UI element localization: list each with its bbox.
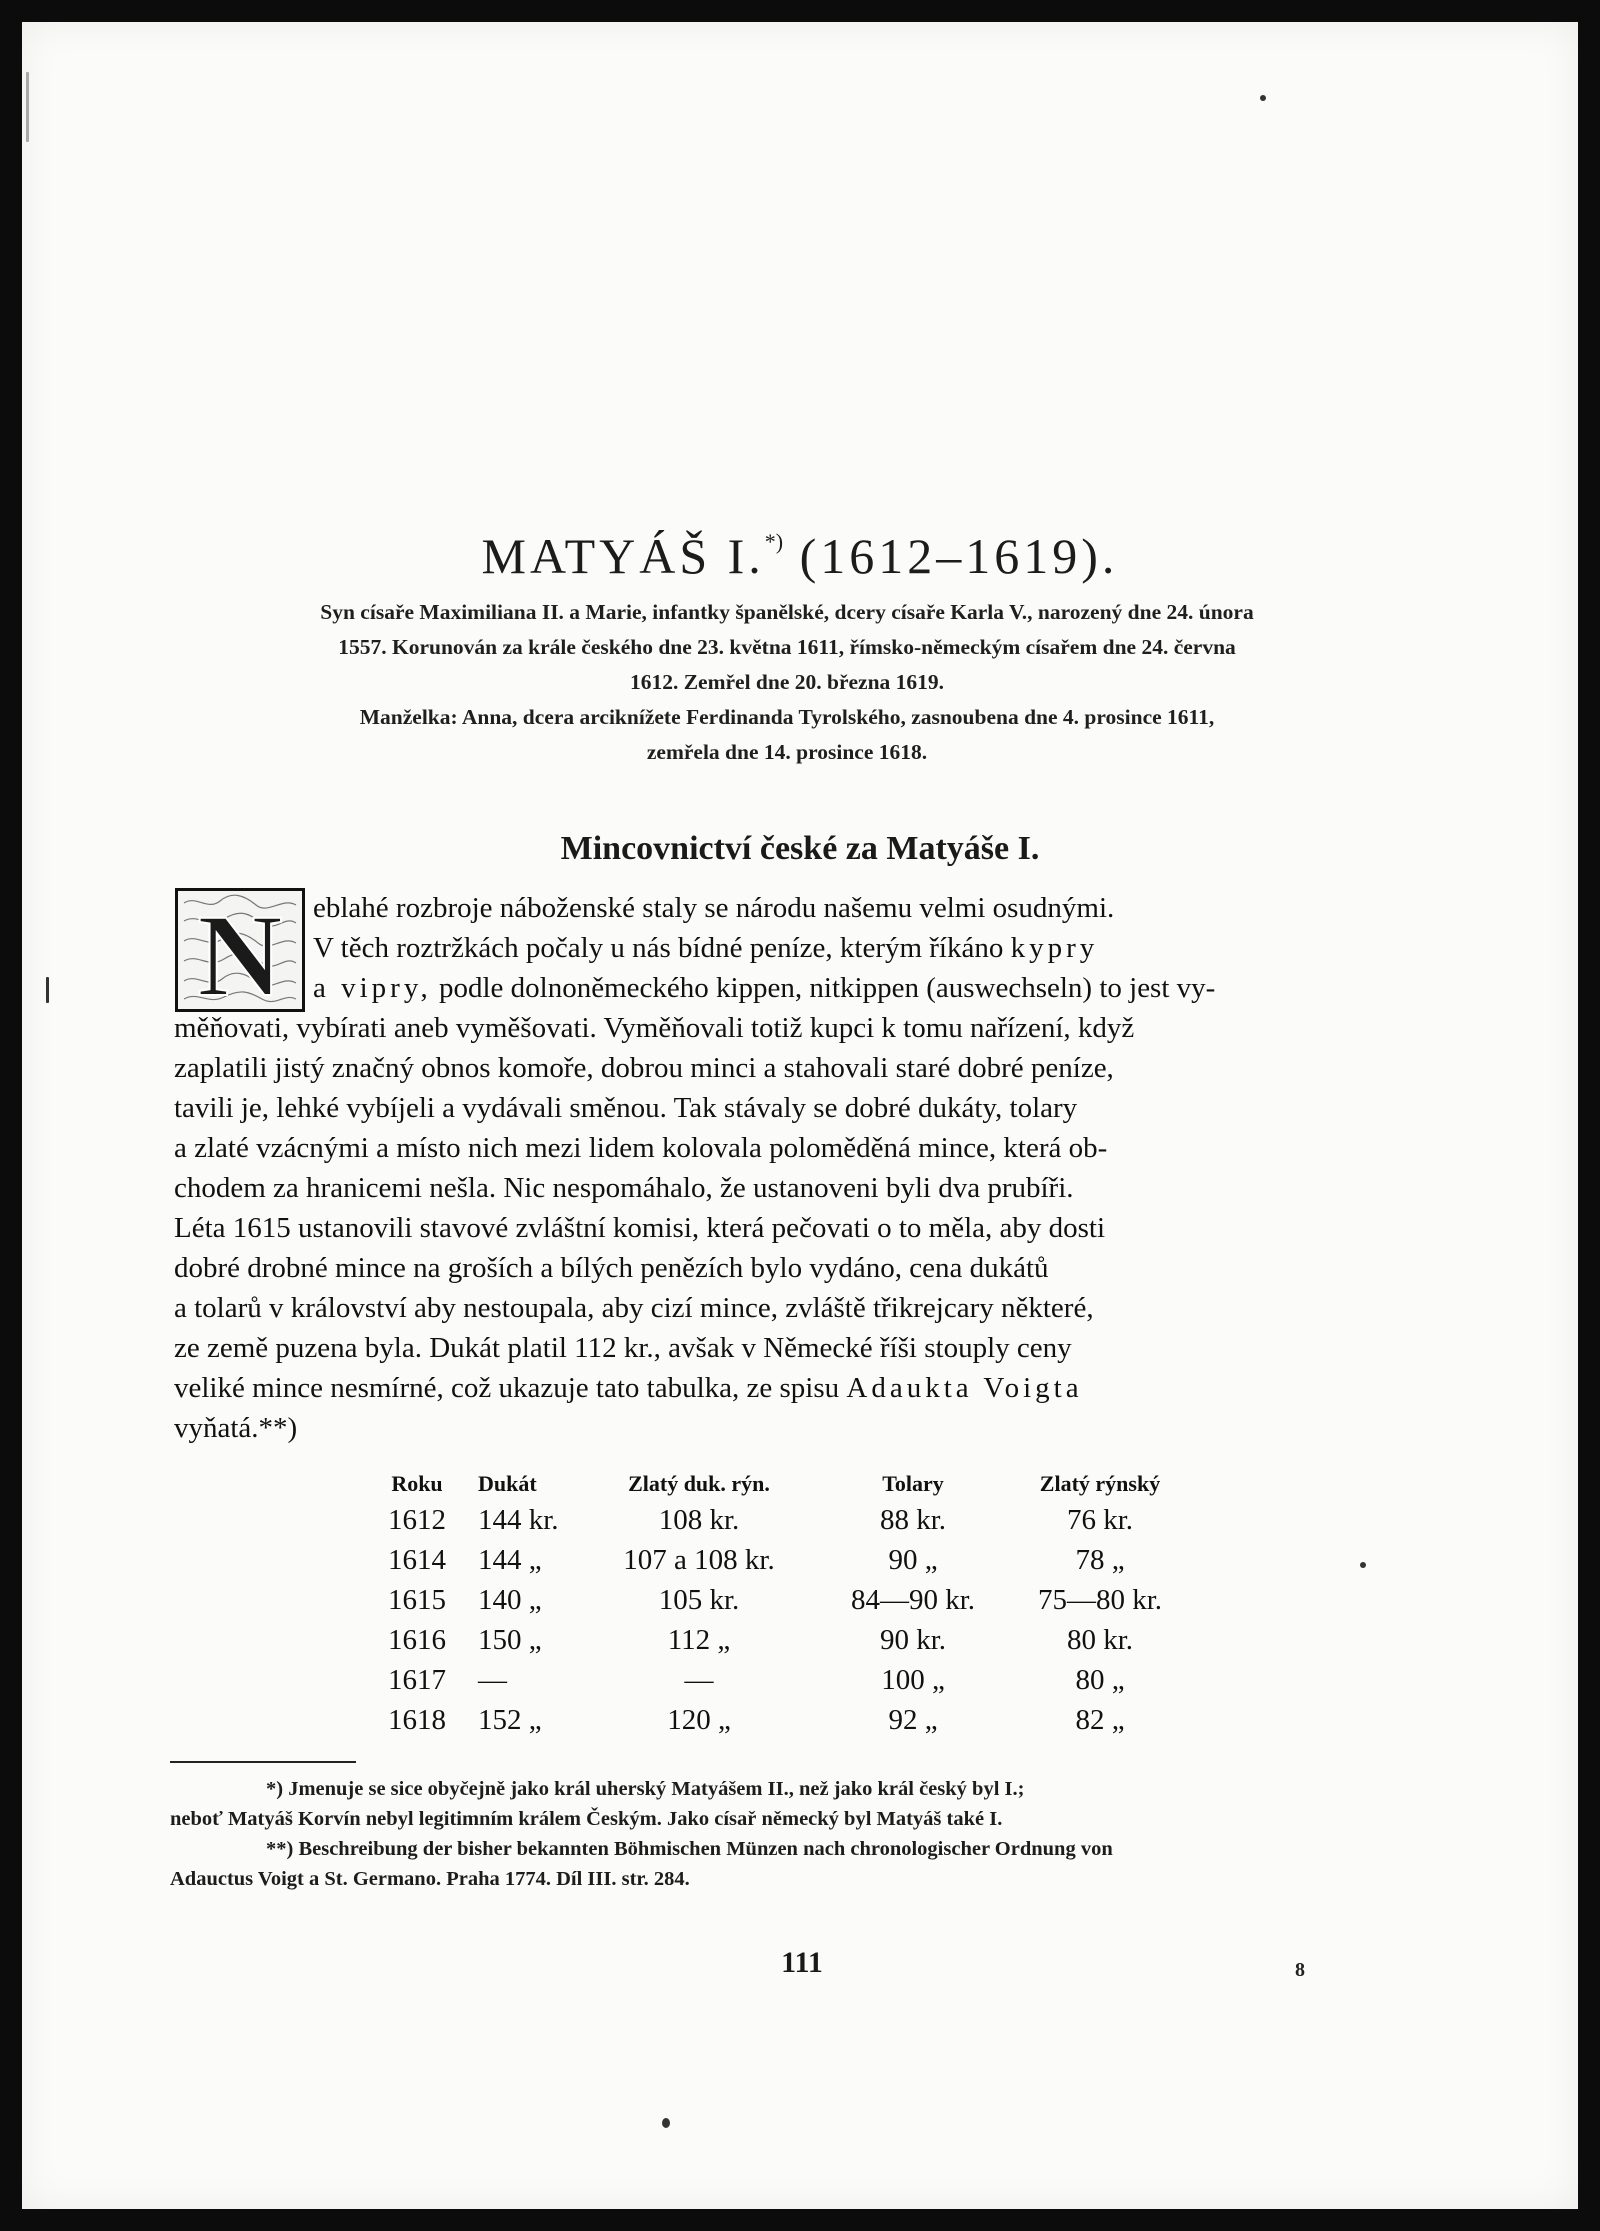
- bio-line: 1557. Korunován za krále českého dne 23. května 1611, římsko-německým císařem dne 24. června: [338, 635, 1236, 659]
- paragraph-line: [174, 1368, 1402, 1408]
- table-cell: 1614: [388, 1543, 446, 1576]
- emphasized-word: a vipry,: [313, 972, 432, 1004]
- ornamental-initial: [175, 888, 305, 1012]
- table-cell: 80 „: [1075, 1663, 1125, 1696]
- paragraph-line: [174, 968, 1402, 1008]
- paragraph-line-text: podle dolnoněmeckého kippen, nitkippen (auswechseln) to jest vy-: [438, 972, 1216, 1004]
- table-cell: 1618: [388, 1703, 446, 1736]
- dropcap-letter: N: [197, 891, 283, 1009]
- footnote-line: *) Jmenuje se sice obyčejně jako král uherský Matyášem II., než jako král český byl I.;: [266, 1778, 1025, 1800]
- paragraph-line: dobré drobné mince na groších a bílých penězích bylo vydáno, cena dukátů: [174, 1252, 1049, 1284]
- footnote-line: **) Beschreibung der bisher bekannten Böhmischen Münzen nach chronologischer Ordnung von: [266, 1838, 1113, 1860]
- bio-line: 1612. Zemřel dne 20. března 1619.: [629, 670, 945, 694]
- footnote-line: neboť Matyáš Korvín nebyl legitimním králem Českým. Jako císař německý byl Matyáš také I.: [170, 1808, 1003, 1830]
- section-heading: Mincovnictví české za Matyáše I.: [560, 830, 1040, 867]
- paragraph-line: měňovati, vybírati aneb vyměšovati. Vyměňovali totiž kupci k tomu nařízení, když: [174, 1012, 1135, 1044]
- biography-block: [167, 595, 1407, 770]
- document-page: [22, 22, 1578, 2209]
- paragraph-line: eblahé rozbroje náboženské staly se národu našemu velmi osudnými.: [313, 892, 1115, 924]
- table-cell: 90 kr.: [879, 1623, 947, 1656]
- table-row: [362, 1540, 1190, 1580]
- table-cell: 107 a 108 kr.: [623, 1543, 775, 1576]
- footnote-line: Adauctus Voigt a St. Germano. Praha 1774. Díl III. str. 284.: [170, 1868, 690, 1890]
- table-cell: 120 „: [667, 1703, 731, 1736]
- print-speck: [26, 72, 29, 142]
- paragraph-line: a tolarů v království aby nestoupala, aby cizí mince, zvláště třikrejcary některé,: [174, 1292, 1094, 1324]
- table-cell: 105 kr.: [658, 1583, 740, 1616]
- paragraph-line-text: veliké mince nesmírné, což ukazuje tato tabulka, ze spisu: [174, 1372, 840, 1404]
- table-cell: 1615: [388, 1583, 446, 1616]
- footnotes: [170, 1774, 1410, 1894]
- table-cell: 88 kr.: [879, 1503, 947, 1536]
- emphasized-author: Adaukta Voigta: [846, 1372, 1083, 1404]
- table-header-cell: Zlatý rýnský: [1039, 1471, 1161, 1496]
- paragraph-line: Léta 1615 ustanovili stavové zvláštní komisi, která pečovati o to měla, aby dosti: [174, 1212, 1106, 1244]
- coin-price-table: [362, 1468, 1190, 1740]
- ornamental-initial-art: [178, 891, 302, 1009]
- paragraph-line: [174, 928, 1402, 968]
- paragraph-line: tavili je, lehké vybíjeli a vydávali směnou. Tak stávaly se dobré dukáty, tolary: [174, 1092, 1078, 1124]
- title-name: MATYÁŠ I.: [481, 528, 765, 584]
- page-number: 111: [781, 1946, 823, 1979]
- table-header-cell: Tolary: [882, 1471, 944, 1496]
- paragraph-line: chodem za hranicemi nešla. Nic nespomáhalo, že ustanoveni byli dva prubíři.: [174, 1172, 1074, 1204]
- bio-line: Syn císaře Maximiliana II. a Marie, infantky španělské, dcery císaře Karla V., narozený dne 24. února: [320, 600, 1254, 624]
- table-cell: 92 „: [888, 1703, 938, 1736]
- table-row: [362, 1700, 1190, 1740]
- table-cell: 108 kr.: [658, 1503, 740, 1536]
- table-row: [362, 1580, 1190, 1620]
- print-speck: [662, 2118, 670, 2128]
- emphasized-word: kypry: [1010, 932, 1099, 964]
- table-row: [362, 1500, 1190, 1540]
- title-footnote-marker: *): [764, 529, 784, 554]
- table-cell: 1617: [388, 1663, 446, 1696]
- title-years: (1612–1619).: [799, 528, 1119, 584]
- paragraph-line: zaplatili jistý značný obnos komoře, dobrou minci a stahovali staré dobré peníze,: [174, 1052, 1114, 1084]
- table-header-cell: Zlatý duk. rýn.: [628, 1471, 770, 1496]
- table-cell: 1612: [388, 1503, 446, 1536]
- table-row: [362, 1620, 1190, 1660]
- table-cell: —: [684, 1663, 714, 1696]
- paragraph-line: ze země puzena byla. Dukát platil 112 kr., avšak v Německé říši stouply ceny: [174, 1332, 1072, 1364]
- table-cell: 152 „: [478, 1703, 542, 1736]
- paragraph-line-text: V těch roztržkách počaly u nás bídné peníze, kterým říkáno: [313, 932, 1004, 964]
- print-speck: [1260, 95, 1266, 101]
- table-cell: 112 „: [667, 1623, 731, 1656]
- table-cell: 1616: [388, 1623, 446, 1656]
- body-paragraph: [174, 888, 1402, 1448]
- bio-line: zemřela dne 14. prosince 1618.: [646, 740, 928, 764]
- print-speck: [46, 977, 49, 1003]
- table-cell: 144 „: [478, 1543, 542, 1576]
- table-cell: 76 kr.: [1066, 1503, 1134, 1536]
- table-cell: 82 „: [1075, 1703, 1125, 1736]
- paragraph-line: vyňatá.**): [174, 1412, 298, 1444]
- table-header-cell: Roku: [391, 1471, 443, 1496]
- table-cell: 78 „: [1075, 1543, 1125, 1576]
- table-cell: 80 kr.: [1066, 1623, 1134, 1656]
- paragraph-line: a zlaté vzácnými a místo nich mezi lidem kolovala poloměděná mince, která ob-: [174, 1132, 1108, 1164]
- table-cell: 84—90 kr.: [850, 1583, 976, 1616]
- table-header-row: [362, 1468, 1190, 1500]
- table-cell: 144 kr.: [478, 1503, 559, 1536]
- bio-line: Manželka: Anna, dcera arciknížete Ferdinanda Tyrolského, zasnoubena dne 4. prosince 1611,: [359, 705, 1215, 729]
- footnote-divider: [170, 1761, 356, 1763]
- table-cell: 75—80 kr.: [1037, 1583, 1163, 1616]
- print-speck: [1360, 1562, 1366, 1568]
- table-header-cell: Dukát: [478, 1471, 537, 1496]
- table-row: [362, 1660, 1190, 1700]
- table-cell: 100 „: [881, 1663, 945, 1696]
- table-cell: 140 „: [478, 1583, 542, 1616]
- table-cell: 90 „: [888, 1543, 938, 1576]
- signature-mark: 8: [1295, 1959, 1305, 1981]
- table-cell: 150 „: [478, 1623, 542, 1656]
- table-cell: —: [478, 1663, 507, 1696]
- page-title: [22, 527, 1578, 585]
